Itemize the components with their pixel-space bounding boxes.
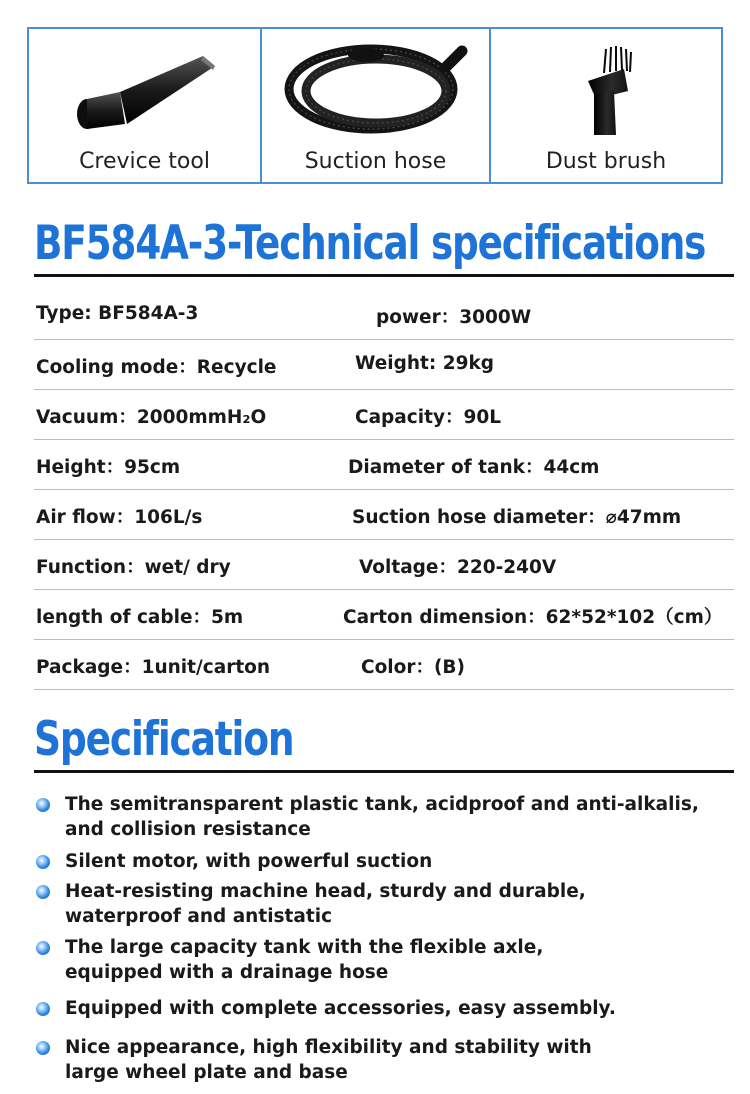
spec-vacuum: Vacuum：2000mmH₂O	[36, 407, 267, 428]
feature-line: The semitransparent plastic tank, acidproof and anti-alkalis,	[65, 794, 699, 815]
feature-text	[65, 996, 725, 1021]
spec-table	[34, 290, 734, 690]
spec-row	[34, 590, 734, 640]
feature-line: Nice appearance, high flexibility and stability with	[65, 1037, 592, 1058]
title-divider	[34, 770, 734, 773]
bullet-dot-icon	[36, 1041, 50, 1055]
accessory-suction-hose	[262, 29, 491, 182]
feature-line: The large capacity tank with the flexible axle,	[65, 937, 544, 958]
dust-brush-image	[491, 35, 721, 143]
bullet-dot-icon	[36, 1002, 50, 1016]
spec-voltage: Voltage：220-240V	[359, 557, 557, 578]
feature-text	[65, 849, 725, 874]
spec-color: Color：(B)	[361, 657, 465, 678]
spec-cable-length: length of cable：5m	[36, 607, 244, 628]
spec-power: power：3000W	[376, 307, 532, 328]
title-divider	[34, 274, 734, 277]
dust-brush-label: Dust brush	[545, 149, 667, 174]
bullet-dot-icon	[36, 855, 50, 869]
spec-row	[34, 390, 734, 440]
feature-text	[65, 792, 725, 842]
technical-specifications-title: BF584A-3-Technical specifications	[34, 216, 706, 271]
feature-line: Equipped with complete accessories, easy assembly.	[65, 998, 616, 1019]
feature-line: Heat-resisting machine head, sturdy and durable,	[65, 881, 586, 902]
bullet-dot-icon	[36, 885, 50, 899]
spec-row	[34, 540, 734, 590]
spec-row	[34, 490, 734, 540]
feature-line: equipped with a drainage hose	[65, 962, 389, 983]
feature-text	[65, 935, 725, 985]
suction-hose-label: Suction hose	[304, 149, 447, 174]
feature-line: Silent motor, with powerful suction	[65, 851, 433, 872]
spec-hose-diameter: Suction hose diameter：⌀47mm	[352, 507, 682, 528]
spec-carton-dimension: Carton dimension：62*52*102（cm）	[343, 607, 723, 628]
spec-row	[34, 340, 734, 390]
crevice-tool-image	[29, 35, 260, 143]
spec-height: Height：95cm	[36, 457, 181, 478]
feature-line: large wheel plate and base	[65, 1062, 348, 1083]
feature-text	[65, 1035, 725, 1085]
spec-package: Package：1unit/carton	[36, 657, 271, 678]
spec-function: Function：wet/ dry	[36, 557, 231, 578]
accessory-crevice-tool	[29, 29, 262, 182]
spec-type: Type: BF584A-3	[36, 303, 199, 324]
bullet-dot-icon	[36, 941, 50, 955]
feature-text	[65, 879, 725, 929]
spec-cooling-mode: Cooling mode：Recycle	[36, 357, 277, 378]
crevice-tool-label: Crevice tool	[79, 149, 210, 174]
spec-weight: Weight: 29kg	[355, 353, 495, 374]
accessories-strip	[27, 27, 723, 184]
accessory-dust-brush	[491, 29, 721, 182]
bullet-dot-icon	[36, 798, 50, 812]
spec-row	[34, 640, 734, 690]
feature-line: and collision resistance	[65, 819, 311, 840]
spec-row	[34, 440, 734, 490]
specification-title: Specification	[34, 712, 294, 767]
spec-tank-diameter: Diameter of tank：44cm	[348, 457, 600, 478]
spec-capacity: Capacity：90L	[355, 407, 502, 428]
spec-row	[34, 290, 734, 340]
spec-air-flow: Air flow：106L/s	[36, 507, 203, 528]
feature-line: waterproof and antistatic	[65, 906, 333, 927]
suction-hose-image	[262, 35, 489, 143]
